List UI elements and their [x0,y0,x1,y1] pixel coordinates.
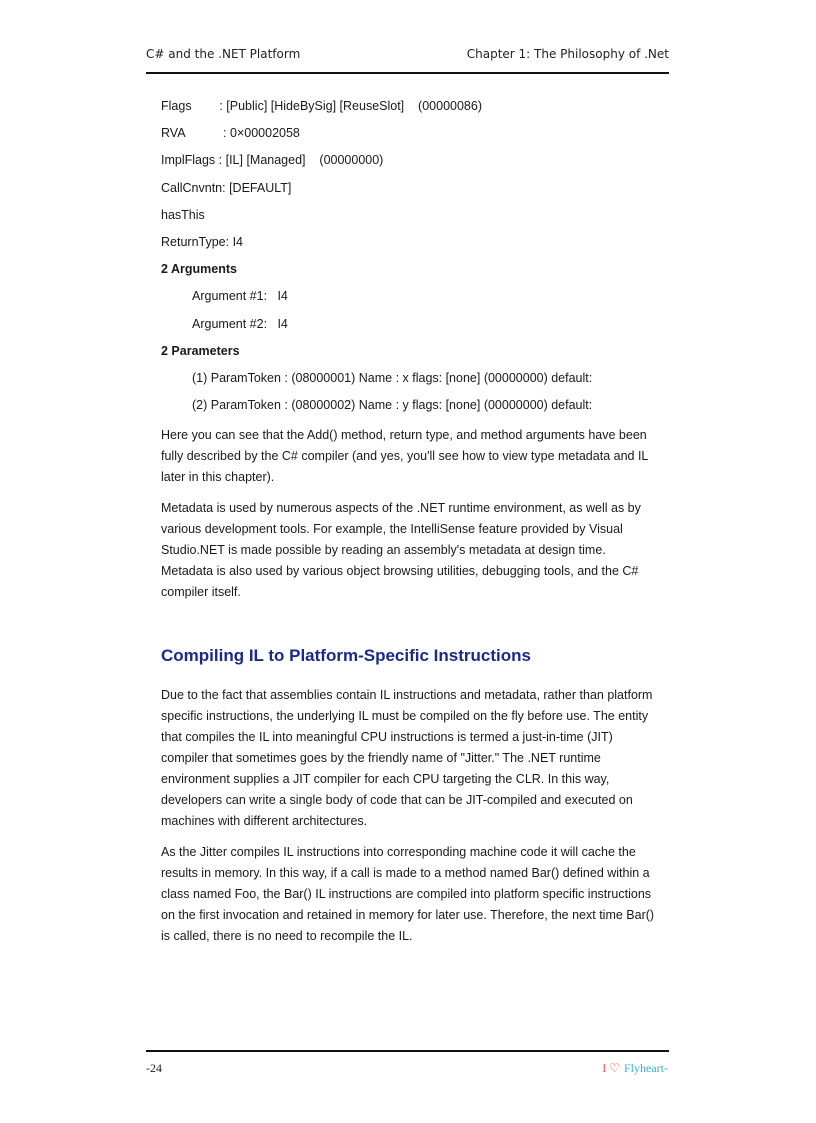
arguments-heading: 2 Arguments [161,262,237,277]
metadata-flags-line: Flags : [Public] [HideBySig] [ReuseSlot] (00000086) [161,99,482,113]
page-number: -24 [146,1061,162,1075]
metadata-hasthis-line: hasThis [161,207,205,222]
footer-brand [602,1061,668,1076]
body-paragraph: Metadata is used by numerous aspects of the .NET runtime environment, as well as by various development tools. For example, the IntelliSense feature provided by Visual Studio.NET is made possible by reading an assembly's metadata at design time. Metadata is also used by various object browsing utilities, debugging tools, and the C# compiler itself. [161,501,641,600]
metadata-rva-line: RVA : 0×00002058 [161,126,300,141]
argument-line: Argument #1: I4 [192,289,288,304]
brand-name: Flyheart- [624,1061,668,1075]
parameters-heading: 2 Parameters [161,343,240,358]
section-paragraph: Due to the fact that assemblies contain IL instructions and metadata, rather than platform specific instructions, the underlying IL must be compiled on the fly before use. The entity that compiles the IL into meaningful CPU instructions is termed a just-in-time (JIT) compiler that sometimes goes by the friendly name of "Jitter." The .NET runtime environment supplies a JIT compiler for each CPU targeting the CLR. In this way, developers can write a single body of code that can be JIT-compiled and executed on machines with different architectures. [161,688,653,829]
metadata-implflags-line: ImplFlags : [IL] [Managed] (00000000) [161,153,384,168]
header-book-title: C# and the .NET Platform [146,47,301,61]
metadata-returntype-line: ReturnType: I4 [161,234,243,249]
argument-line: Argument #2: I4 [192,316,288,331]
heart-icon: ♡ [609,1061,620,1075]
header-divider [146,72,669,74]
footer-divider [146,1050,669,1052]
parameter-line: (1) ParamToken : (08000001) Name : x flags: [none] (00000000) default: [192,370,593,385]
parameter-line: (2) ParamToken : (08000002) Name : y flags: [none] (00000000) default: [192,398,593,413]
page-body [161,96,661,957]
section-heading: Compiling IL to Platform-Specific Instructions [161,646,531,666]
body-paragraph: Here you can see that the Add() method, return type, and method arguments have been fully described by the C# compiler (and yes, you'll see how to view type metadata and IL later in this chapter). [161,428,648,485]
brand-i-text: I [602,1061,607,1075]
header-chapter-title: Chapter 1: The Philosophy of .Net [466,47,669,61]
metadata-callcnvntn-line: CallCnvntn: [DEFAULT] [161,180,292,195]
section-paragraph: As the Jitter compiles IL instructions into corresponding machine code it will cache the results in memory. In this way, if a call is made to a method named Bar() defined within a class named Foo, the Bar() IL instructions are compiled into platform specific instructions on the first invocation and retained in memory for later use. Therefore, the next time Bar() is called, there is no need to recompile the IL. [161,845,655,944]
